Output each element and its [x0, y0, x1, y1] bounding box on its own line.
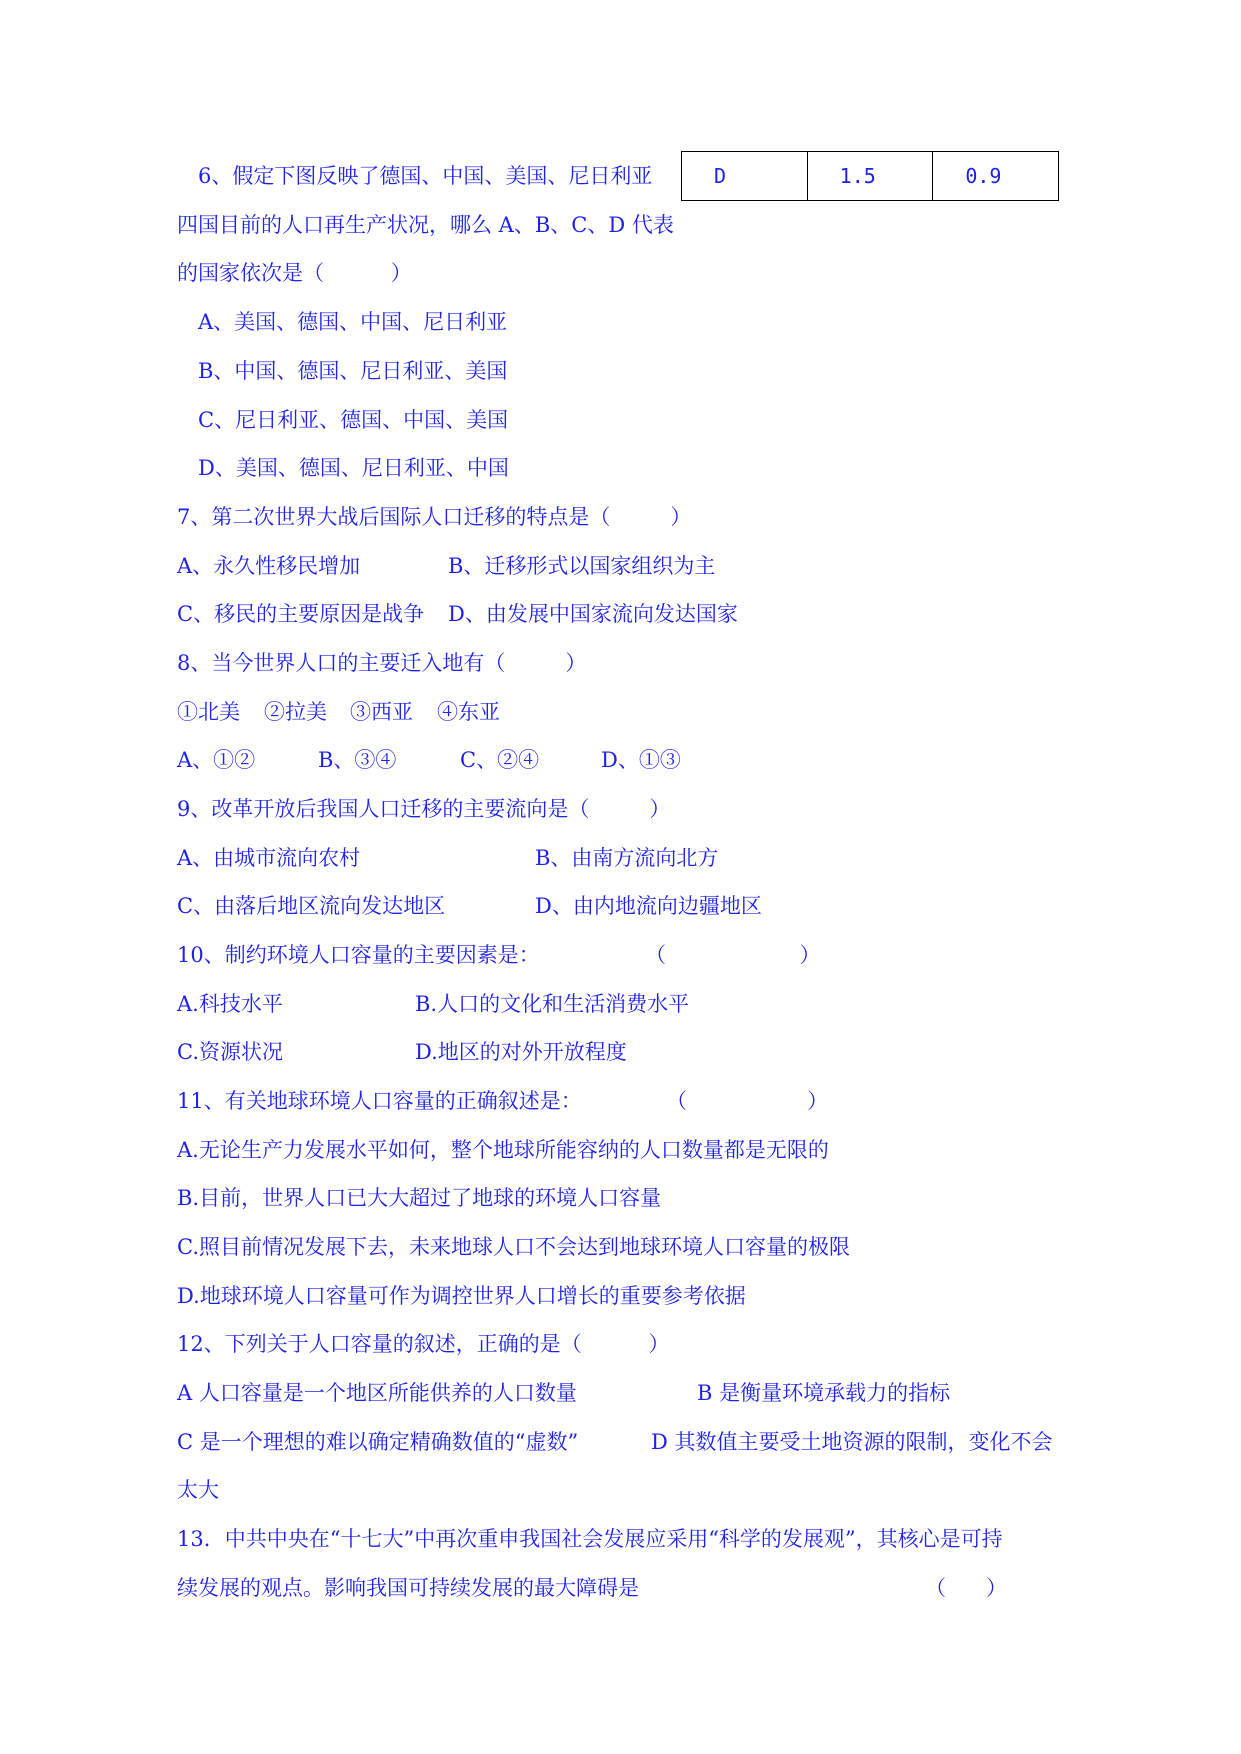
q8-item-1: ①北美 — [177, 700, 240, 724]
q6-option-b: B、中国、德国、尼日利亚、美国 — [198, 359, 508, 383]
q7-option-c: C、移民的主要原因是战争 — [177, 602, 425, 626]
q7-option-d: D、由发展中国家流向发达国家 — [448, 602, 738, 626]
q6-block — [0, 162, 653, 190]
q11-option-row-b — [0, 1184, 662, 1212]
q6-option-a: A、美国、德国、中国、尼日利亚 — [198, 310, 508, 334]
q6-option-row-a — [0, 308, 508, 336]
q8-options-row — [0, 746, 681, 774]
table-cell: 1.5 — [807, 152, 933, 201]
q10-option-c: C.资源状况 — [177, 1040, 283, 1064]
q12-stem: 12、下列关于人口容量的叙述，正确的是（ ） — [177, 1332, 670, 1356]
q9-stem: 9、改革开放后我国人口迁移的主要流向是（ ） — [177, 797, 671, 821]
q9-options-row2 — [0, 892, 762, 920]
table-cell: 0.9 — [933, 152, 1059, 201]
q12-stem-row — [0, 1330, 670, 1358]
q11-option-d: D.地球环境人口容量可作为调控世界人口增长的重要参考依据 — [177, 1284, 746, 1308]
q13-answer-paren: （ ） — [925, 1576, 1008, 1600]
q12-option-d-cont-row — [0, 1476, 219, 1504]
q11-option-row-d — [0, 1282, 746, 1310]
q11-option-c: C.照目前情况发展下去，未来地球人口不会达到地球环境人口容量的极限 — [177, 1235, 850, 1259]
q11-option-a: A.无论生产力发展水平如何，整个地球所能容纳的人口数量都是无限的 — [177, 1138, 829, 1162]
q8-item-2: ②拉美 — [264, 700, 327, 724]
q6-option-row-d — [0, 454, 509, 482]
q10-option-d: D.地区的对外开放程度 — [415, 1040, 627, 1064]
q10-options-row1 — [0, 990, 690, 1018]
q10-stem: 10、制约环境人口容量的主要因素是： — [177, 943, 540, 967]
q6-option-row-c — [0, 406, 509, 434]
q8-option-b: B、③④ — [318, 748, 397, 772]
q7-stem: 7、第二次世界大战后国际人口迁移的特点是（ ） — [177, 505, 692, 529]
q12-options-row2 — [0, 1428, 1053, 1456]
q10-options-row2 — [0, 1038, 627, 1066]
q13-stem-line2: 续发展的观点。影响我国可持续发展的最大障碍是 — [177, 1576, 639, 1600]
q6-option-row-b — [0, 357, 508, 385]
q8-item-3: ③西亚 — [350, 700, 413, 724]
q10-option-b: B.人口的文化和生活消费水平 — [415, 992, 690, 1016]
q9-stem-row — [0, 795, 671, 823]
q8-option-c: C、②④ — [460, 748, 540, 772]
q8-items-row — [0, 698, 500, 726]
q10-option-a: A.科技水平 — [177, 992, 283, 1016]
q11-stem: 11、有关地球环境人口容量的正确叙述是： — [177, 1089, 582, 1113]
q6-stem-line1: 6、假定下图反映了德国、中国、美国、尼日利亚 — [198, 164, 653, 188]
q12-option-b: B 是衡量环境承载力的指标 — [697, 1381, 951, 1405]
q8-item-4: ④东亚 — [437, 700, 500, 724]
q12-option-d-continuation: 太大 — [177, 1478, 219, 1502]
q12-option-a: A 人口容量是一个地区所能供养的人口数量 — [177, 1381, 577, 1405]
q9-options-row1 — [0, 844, 719, 872]
q8-stem: 8、当今世界人口的主要迁入地有（ ） — [177, 651, 587, 675]
data-table — [681, 151, 1059, 201]
q6-line2 — [0, 211, 674, 239]
q12-option-c: C 是一个理想的难以确定精确数值的“虚数” — [177, 1430, 579, 1454]
q8-stem-row — [0, 649, 587, 677]
table-row — [682, 152, 1059, 201]
q6-stem-line3: 的国家依次是（ ） — [177, 261, 412, 285]
q12-options-row1 — [0, 1379, 951, 1407]
table-cell: D — [682, 152, 808, 201]
q11-stem-row — [0, 1087, 829, 1115]
q13-stem-row2 — [0, 1574, 1008, 1602]
q8-option-a: A、①② — [177, 748, 256, 772]
q6-stem-line2: 四国目前的人口再生产状况，哪么 A、B、C、D 代表 — [177, 213, 674, 237]
q7-option-b: B、迁移形式以国家组织为主 — [448, 554, 716, 578]
q9-option-a: A、由城市流向农村 — [177, 846, 361, 870]
q7-stem-row — [0, 503, 692, 531]
q11-option-row-a — [0, 1136, 829, 1164]
q6-option-c: C、尼日利亚、德国、中国、美国 — [198, 408, 509, 432]
q9-option-b: B、由南方流向北方 — [535, 846, 719, 870]
q9-option-c: C、由落后地区流向发达地区 — [177, 894, 446, 918]
q8-option-d: D、①③ — [601, 748, 681, 772]
q7-option-a: A、永久性移民增加 — [177, 554, 361, 578]
q10-stem-row — [0, 941, 821, 969]
q7-options-row2 — [0, 600, 738, 628]
q13-stem-row1 — [0, 1525, 1003, 1553]
q7-options-row1 — [0, 552, 716, 580]
q11-option-row-c — [0, 1233, 850, 1261]
q11-option-b: B.目前，世界人口已大大超过了地球的环境人口容量 — [177, 1186, 662, 1210]
q13-stem-line1: 13．中共中央在“十七大”中再次重申我国社会发展应采用“科学的发展观”，其核心是可持 — [177, 1527, 1003, 1551]
q9-option-d: D、由内地流向边疆地区 — [535, 894, 762, 918]
q12-option-d: D 其数值主要受土地资源的限制，变化不会 — [651, 1430, 1053, 1454]
q11-answer-paren: （ ） — [666, 1089, 829, 1113]
q6-line3 — [0, 259, 412, 287]
q6-option-d: D、美国、德国、尼日利亚、中国 — [198, 456, 509, 480]
q10-answer-paren: （ ） — [645, 943, 821, 967]
